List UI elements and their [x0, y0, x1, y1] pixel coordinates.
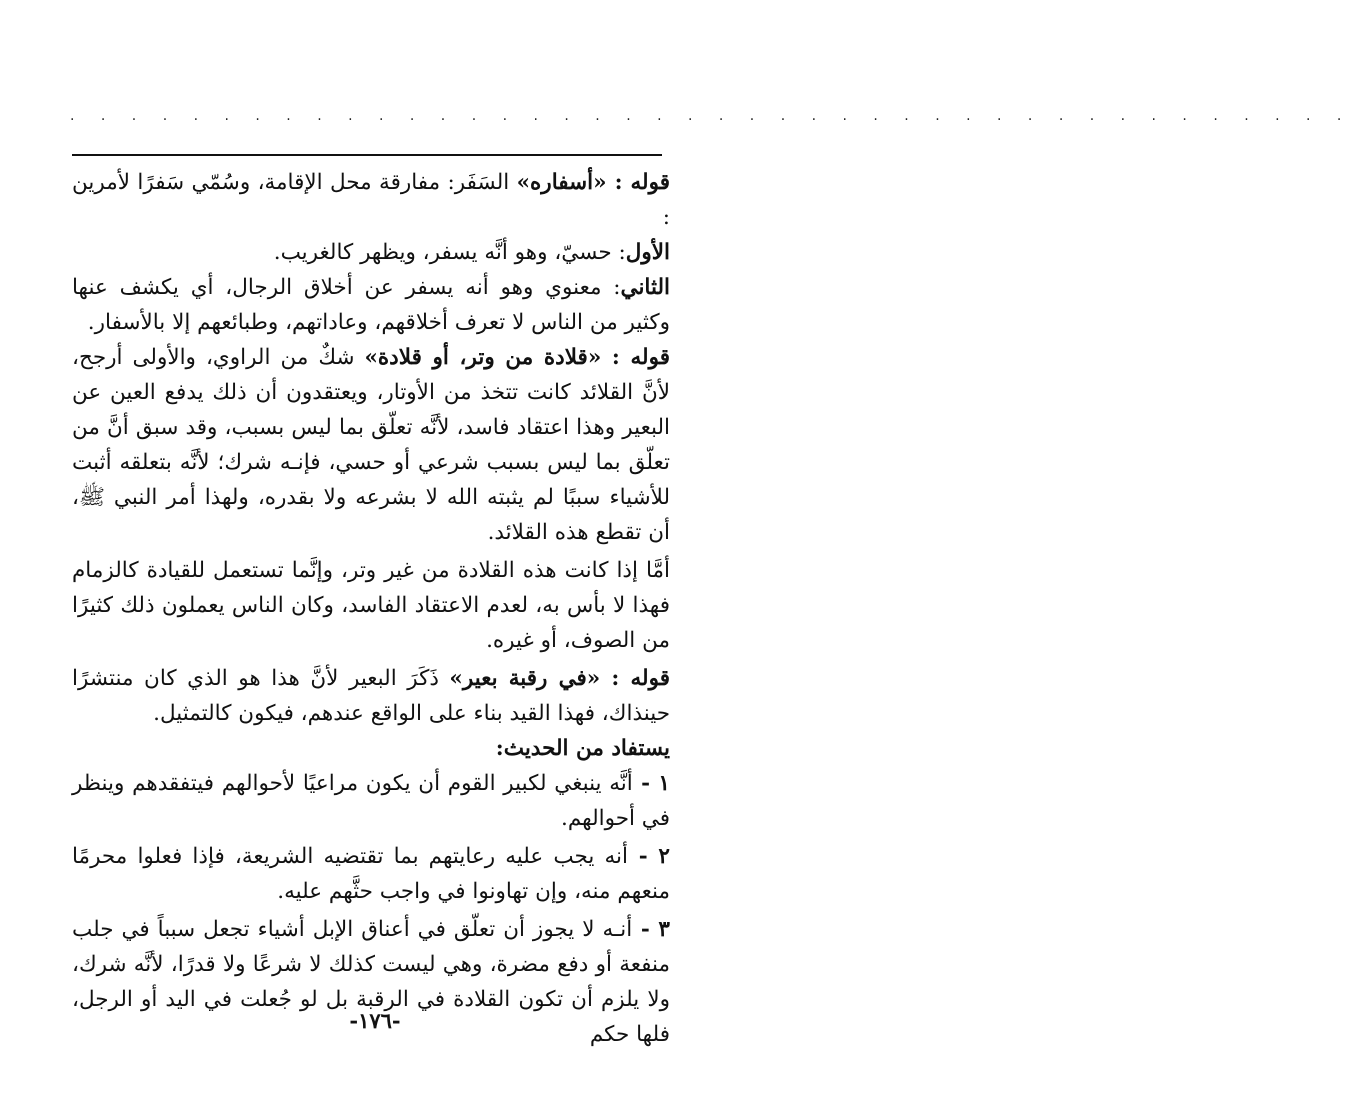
item-number: ٢ - — [627, 844, 670, 869]
bold-term: الثاني — [620, 275, 670, 300]
item-number: ١ - — [632, 771, 670, 796]
body-text: السَفَر: مفارقة محل الإقامة، وسُمّي سَفرًا لأمرين : — [72, 170, 670, 230]
bold-term: «أسفاره» — [516, 170, 607, 195]
paragraph — [72, 270, 670, 340]
list-item — [72, 839, 670, 909]
paragraph — [72, 661, 670, 731]
paragraph — [72, 165, 670, 235]
body-text: ذَكَرَ البعير لأنَّ هذا هو الذي كان منتشرًا حينذاك، فهذا القيد بناء على الواقع عندهم، فيكون كالتمثيل. — [72, 666, 670, 726]
page-body — [72, 165, 670, 1052]
bold-term: «قلادة من وتر، أو قلادة» — [364, 345, 602, 370]
body-text: أمَّا إذا كانت هذه القلادة من غير وتر، وإنَّما تستعمل للقيادة كالزمام فهذا لا بأس به، لعدم الاعتقاد الفاسد، وكان الناس يعملون ذلك كثيرًا من الصوف، أو غيره. — [72, 558, 670, 653]
body-text: أنـه لا يجوز أن تعلّق في أعناق الإبل أشياء تجعل سبباً في جلب منفعة أو دفع مضرة، وهي ليست كذلك لا شرعًا ولا قدرًا، لأنَّه شرك، ولا يلزم أن تكون القلادة في الرقبة بل لو جُعلت في اليد أو الرجل، فلها حكم — [72, 917, 670, 1047]
body-text: شكٌ من الراوي، والأولى أرجح، لأنَّ القلائد كانت تتخذ من الأوتار، ويعتقدون أن ذلك يدفع العين عن البعير وهذا اعتقاد فاسد، لأنَّه تعلّق بما ليس بسبب، وقد سبق أنَّ من تعلّق بما ليس بسبب شرعي أو حسي، فإنـه شرك؛ لأنَّه بتعلقه أثبت للأشياء سببًا لم يثبته الله لا بشرعه ولا بقدره، ولهذا أمر النبي ﷺ، أن تقطع هذه القلائد. — [72, 345, 670, 545]
paragraph — [72, 235, 670, 270]
item-number: ٣ - — [632, 917, 670, 942]
label-text: قوله : — [601, 345, 670, 370]
header-dots: . . . . . . . . . . . . . . . . . . . . . . . . . . . . . . . . . . . . . . . . . . — [70, 108, 1352, 124]
paragraph — [72, 340, 670, 550]
list-item — [72, 766, 670, 836]
section-heading — [72, 731, 670, 766]
body-text: : معنوي وهو أنه يسفر عن أخلاق الرجال، أي يكشف عنها وكثير من الناس لا تعرف أخلاقهم، وعاداتهم، وطبائعهم إلا بالأسفار. — [72, 275, 670, 335]
body-text: أنَّه ينبغي لكبير القوم أن يكون مراعيًا لأحوالهم فيتفقدهم وينظر في أحوالهم. — [72, 771, 670, 831]
paragraph — [72, 553, 670, 658]
header-rule — [72, 154, 662, 156]
label-text: قوله : — [600, 666, 670, 691]
bold-term: «في رقبة بعير» — [449, 666, 601, 691]
bold-term: الأول — [625, 240, 670, 265]
body-text: أنه يجب عليه رعايتهم بما تقتضيه الشريعة، فإذا فعلوا محرمًا منعهم منه، وإن تهاونوا في واجب حثَّهم عليه. — [72, 844, 670, 904]
heading-text: يستفاد من الحديث: — [495, 736, 670, 761]
label-text: قوله : — [606, 170, 670, 195]
body-text: : حسيّ، وهو أنَّه يسفر، ويظهر كالغريب. — [273, 240, 626, 265]
page-number: -١٧٦- — [349, 1008, 401, 1033]
